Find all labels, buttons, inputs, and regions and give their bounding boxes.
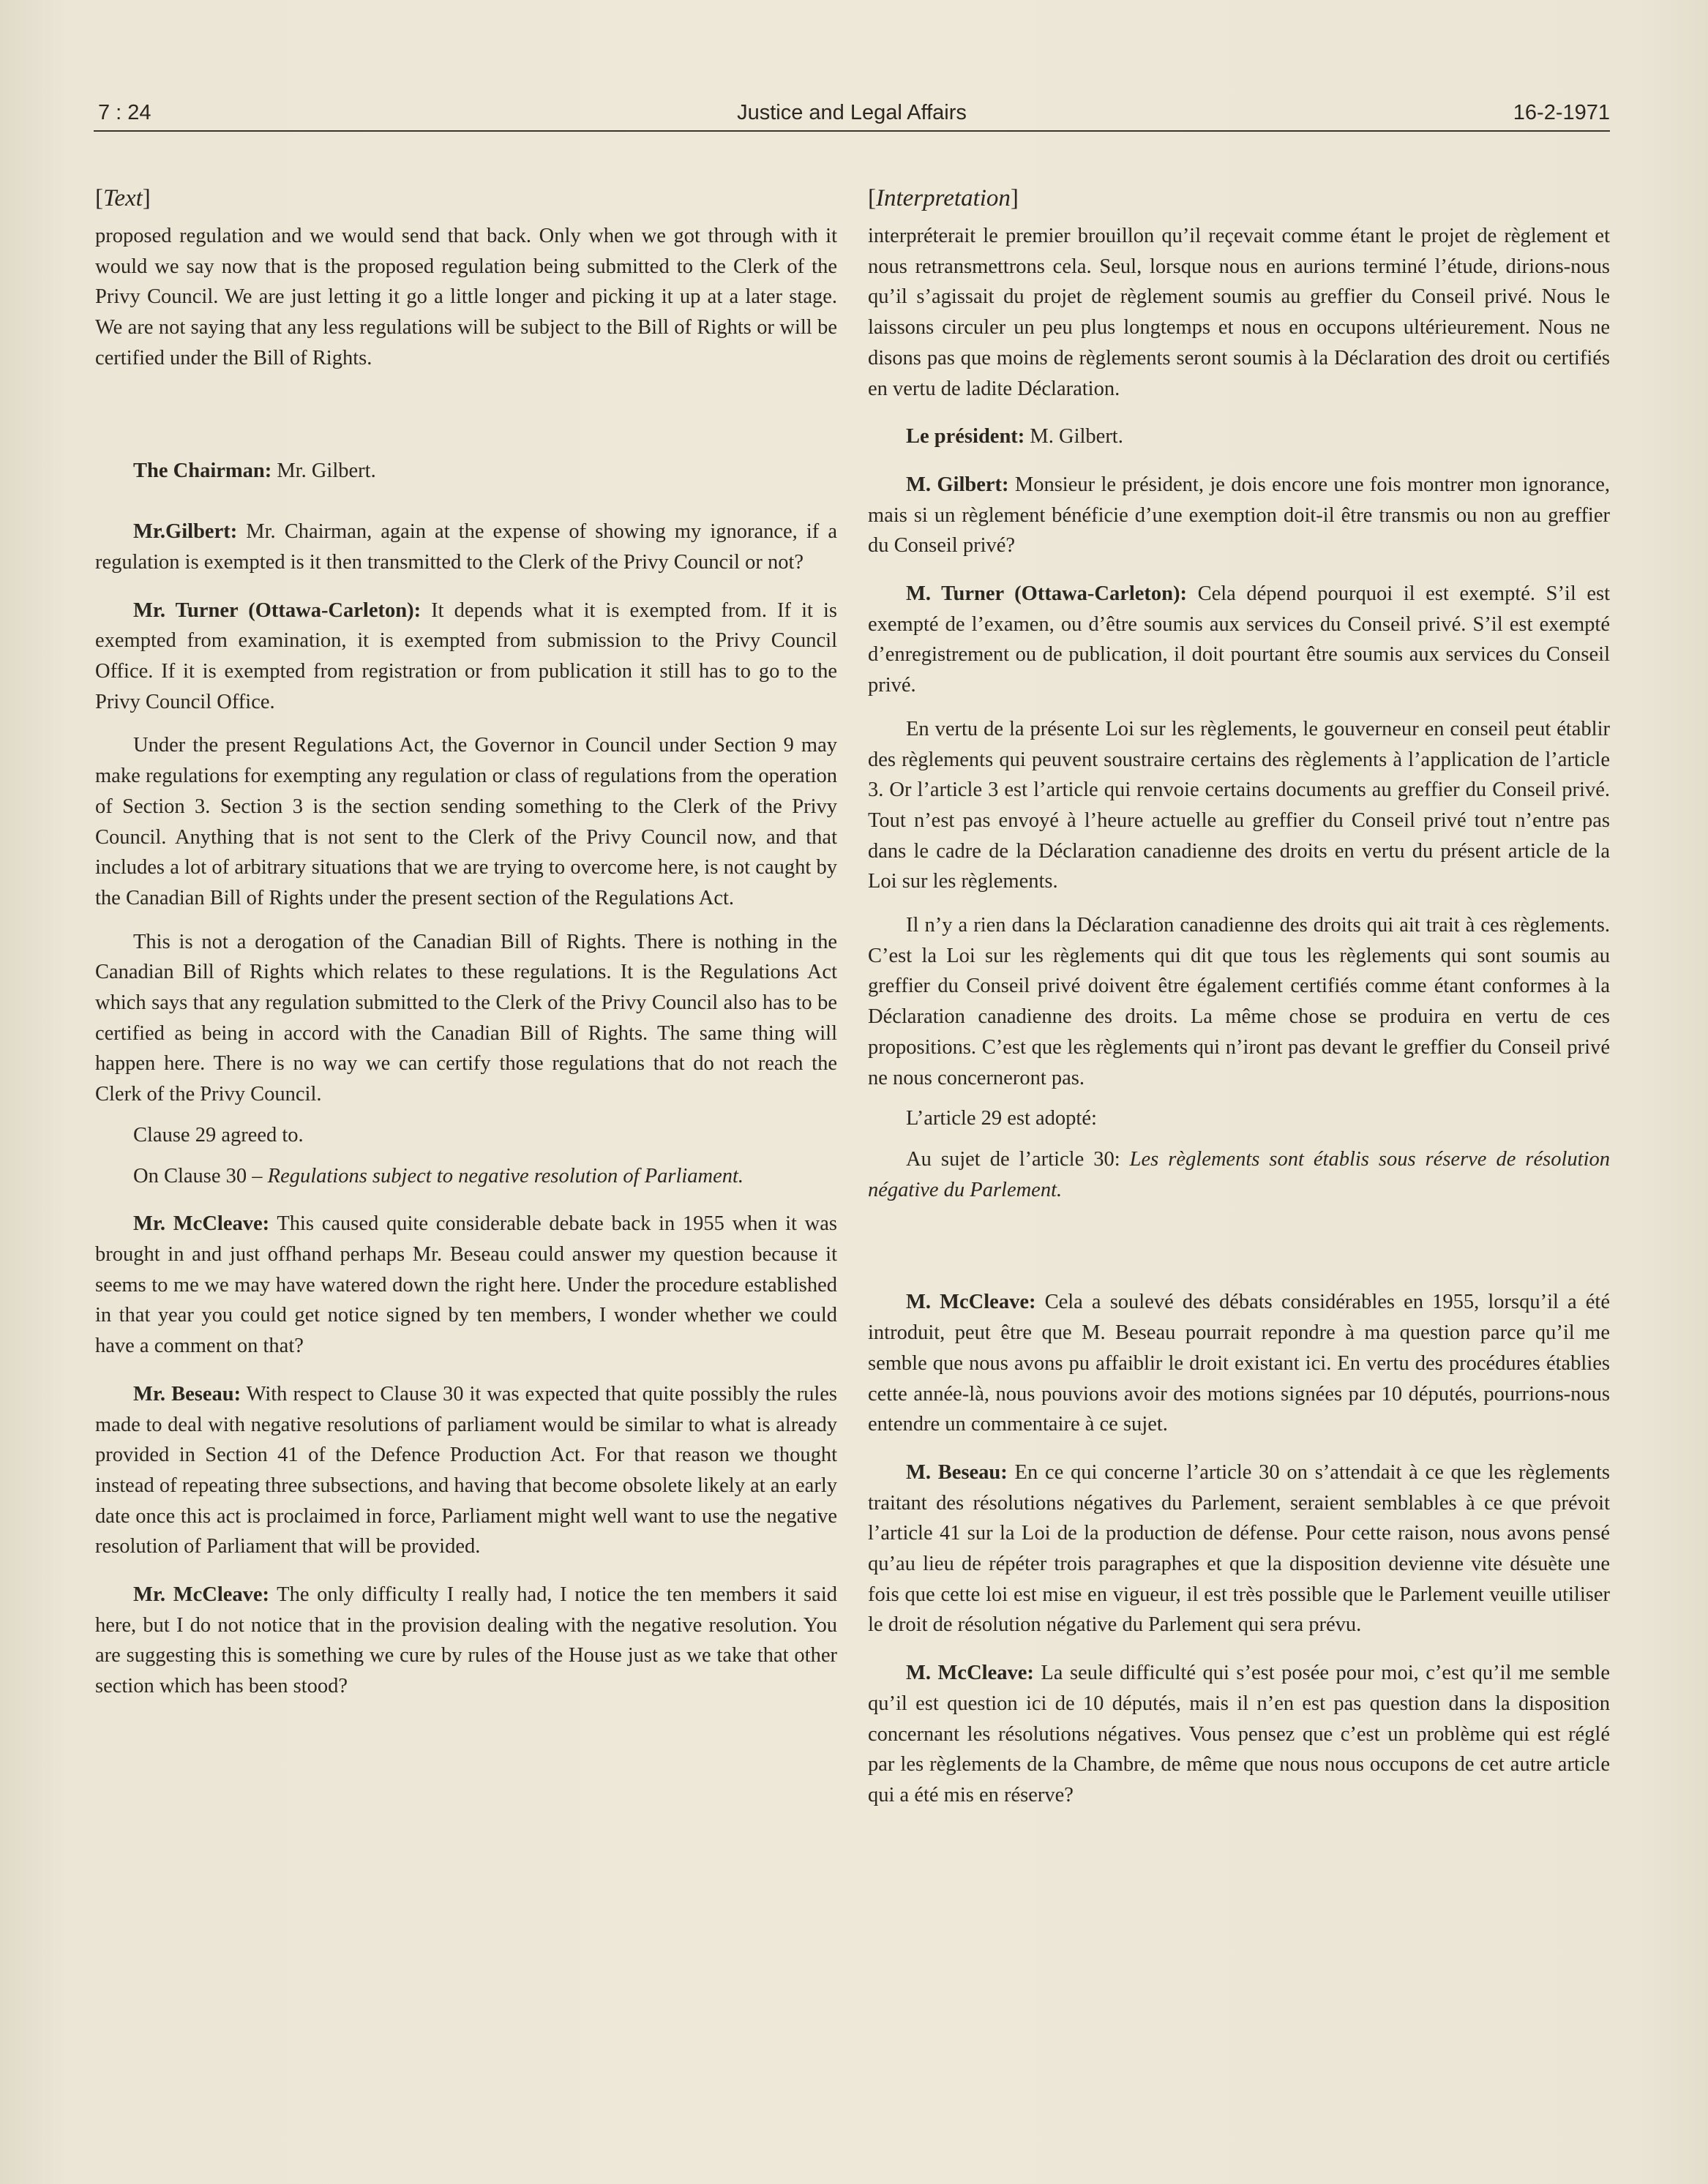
speaker-name: The Chairman: — [133, 459, 272, 482]
paragraph: Mr. McCleave: The only difficulty I really had, I notice the ten members it said here, but I do not notice that in the provision dealing with the negative resolution. You are suggesting this is something we cure by rules of the House just as we take that other section which has been stood? — [95, 1583, 837, 1698]
paragraph: M. McCleave: Cela a soulevé des débats considérables en 1955, lorsqu’il a été introduit, peut être que M. Beseau pourrait repondre à ma question parce qu’il me semble que nous avons pu affaiblir le droit existant ici. En vertu des procédures établies cette année-là, nous pouvions avoir des motions signées par 10 députés, pourrions-nous entendre un commentaire à ce sujet. — [868, 1291, 1610, 1436]
paragraph: M. Beseau: En ce qui concerne l’article 30 on s’attendait à ce que les règlements traitant des résolutions négatives du Parlement, seraient semblables à ce que prévoit l’article 41 sur la Loi de la production de défense. Pour cette raison, nous avons pensé qu’au lieu de répéter trois paragraphes et que la disposition devienne vite désuète une fois que cette loi est mise en vigueur, il est très possible que le Parlement veuille utiliser le droit de résolution négative du Parlement qui sera prévu. — [868, 1460, 1610, 1637]
french-column — [868, 181, 1610, 1811]
clause-result: L’article 29 est adopté: — [906, 1107, 1097, 1130]
clause-heading: On Clause 30 – Regulations subject to negative resolution of Parliament. — [133, 1164, 744, 1187]
paragraph: proposed regulation and we would send that back. Only when we got through with it would we say now that is the proposed regulation being submitted to the Clerk of the Privy Council. We are just letting it go a little longer and picking it up at a later stage. We are not saying that any less regulations will be subject to the Bill of Rights or will be certified under the Bill of Rights. — [95, 225, 837, 369]
paragraph: Mr. Beseau: With respect to Clause 30 it was expected that quite possibly the rules made to deal with negative resolutions of parliament would be similar to what is already provided in Section 41 of the Defence Production Act. For that reason we thought instead of repeating three subsections, and having that become obsolete likely at an early date once this act is proclaimed in force, Parliament might well want to use the negative resolution of Parliament that will be provided. — [95, 1382, 837, 1558]
page-number: 7 : 24 — [98, 101, 151, 124]
paragraph: En vertu de la présente Loi sur les règlements, le gouverneur en conseil peut établir des règlements qui peuvent soustraire certains des règlements à l’application de l’article 3. Or l’article 3 est l’article qui renvoie certains documents au greffier du Conseil privé. Tout n’est pas envoyé à l’heure actuelle au greffier du Conseil privé tout n’entre pas dans le cadre de la Déclaration canadienne des droits en vertu du présent article de la Loi sur les règlements. — [868, 717, 1610, 893]
speaker-name: M. Beseau: — [906, 1460, 1008, 1484]
speaker-name: Mr. Beseau: — [133, 1382, 241, 1406]
paragraph: This is not a derogation of the Canadian Bill of Rights. There is nothing in the Canadian Bill of Rights which relates to these regulations. It is the Regulations Act which says that any regulation submitted to the Clerk of the Privy Council also has to be certified as being in accord with the Canadian Bill of Rights. The same thing will happen here. There is no way we can certify those regulations that do not reach the Clerk of the Privy Council. — [95, 930, 837, 1106]
speaker-name: M. McCleave: — [906, 1291, 1036, 1314]
paragraph: M. McCleave: La seule difficulté qui s’est posée pour moi, c’est qu’il me semble qu’il est question ici de 10 députés, mais il n’en est pas question dans la disposition concernant les résolutions négatives. Vous pensez que c’est un problème qui est réglé par les règlements de la Chambre, de même que nous nous occupons de cet autre article qui a été mis en réserve? — [868, 1662, 1610, 1806]
paragraph: Le président: M. Gilbert. — [906, 425, 1123, 449]
english-column-heading: [Text] — [95, 185, 151, 211]
paragraph: Under the present Regulations Act, the Governor in Council under Section 9 may make regulations for exempting any regulation or class of regulations from the operation of Section 3. Section 3 is the section sending something to the Clerk of the Privy Council. Anything that is not sent to the Clerk of the Privy Council now, and that includes a lot of arbitrary situations that we are trying to overcome here, is not caught by the Canadian Bill of Rights under the present section of the Regulations Act. — [95, 734, 837, 909]
speaker-name: M. Turner (Ottawa-Carleton): — [906, 582, 1188, 606]
paragraph: Il n’y a rien dans la Déclaration canadienne des droits qui ait trait à ces règlements. C’est la Loi sur les règlements qui dit que tous les règlements qui sont soumis au greffier du Conseil privé doivent être également certifiés comme étant conformes à la Déclaration canadienne des droits. La même chose se produira en vertu de ces propositions. C’est que les règlements qui n’iront pas devant le greffier du Conseil privé ne nous concerneront pas. — [868, 914, 1610, 1089]
paragraph: Mr. McCleave: This caused quite considerable debate back in 1955 when it was brought in and just offhand perhaps Mr. Beseau could answer my question because it seems to me we may have watered down the right here. Under the procedure established in that year you could get notice signed by ten members, I wonder whether we could have a comment on that? — [95, 1212, 837, 1358]
paragraph: interpréterait le premier brouillon qu’il reçevait comme étant le projet de règlement et nous retransmettrons cela. Seul, lorsque nous en aurions terminé l’étude, dirions-nous qu’il s’agissait du projet de règlement soumis au greffier du Conseil privé. Nous le laissons circuler un peu plus longtemps et nous en occupons ultérieurement. Nous ne disons pas que moins de règlements seront soumis à la Déclaration des droit ou certifiés en vertu de ladite Déclaration. — [868, 225, 1610, 400]
speaker-name: M. McCleave: — [906, 1662, 1034, 1685]
paragraph: Mr.Gilbert: Mr. Chairman, again at the expense of showing my ignorance, if a regulation is exempted is it then transmitted to the Clerk of the Privy Council or not? — [95, 520, 837, 574]
french-column-heading: [Interpretation] — [868, 185, 1019, 211]
paragraph: M. Turner (Ottawa-Carleton): Cela dépend pourquoi il est exempté. S’il est exempté de l’examen, ou d’être soumis aux services du Conseil privé. S’il est exempté d’enregistrement ou de publication, il doit pourtant être soumis aux services du Conseil privé. — [868, 582, 1610, 697]
paragraph: The Chairman: Mr. Gilbert. — [133, 459, 376, 482]
speaker-name: Mr. McCleave: — [133, 1583, 270, 1607]
header-title: Justice and Legal Affairs — [737, 101, 967, 124]
speaker-name: M. Gilbert: — [906, 473, 1009, 496]
english-column — [95, 181, 837, 1702]
page-header — [94, 98, 1610, 132]
speaker-name: Le président: — [906, 425, 1025, 449]
paragraph: Mr. Turner (Ottawa-Carleton): It depends what it is exempted from. If it is exempted from examination, it is exempted from submission to the Privy Council Office. If it is exempted from registration or from publication it still has to go to the Privy Council Office. — [95, 598, 837, 713]
clause-result: Clause 29 agreed to. — [133, 1123, 304, 1147]
clause-heading: Au sujet de l’article 30: Les règlements sont établis sous réserve de résolution négative du Parlement. — [868, 1147, 1610, 1201]
header-date: 16-2-1971 — [1513, 101, 1610, 124]
paragraph: M. Gilbert: Monsieur le président, je dois encore une fois montrer mon ignorance, mais si un règlement bénéficie d’une exemption doit-il être transmis ou non au greffier du Conseil privé? — [868, 473, 1610, 558]
speaker-name: Mr. Turner (Ottawa-Carleton): — [133, 598, 422, 622]
speaker-name: Mr.Gilbert: — [133, 520, 238, 544]
speaker-name: Mr. McCleave: — [133, 1212, 270, 1236]
